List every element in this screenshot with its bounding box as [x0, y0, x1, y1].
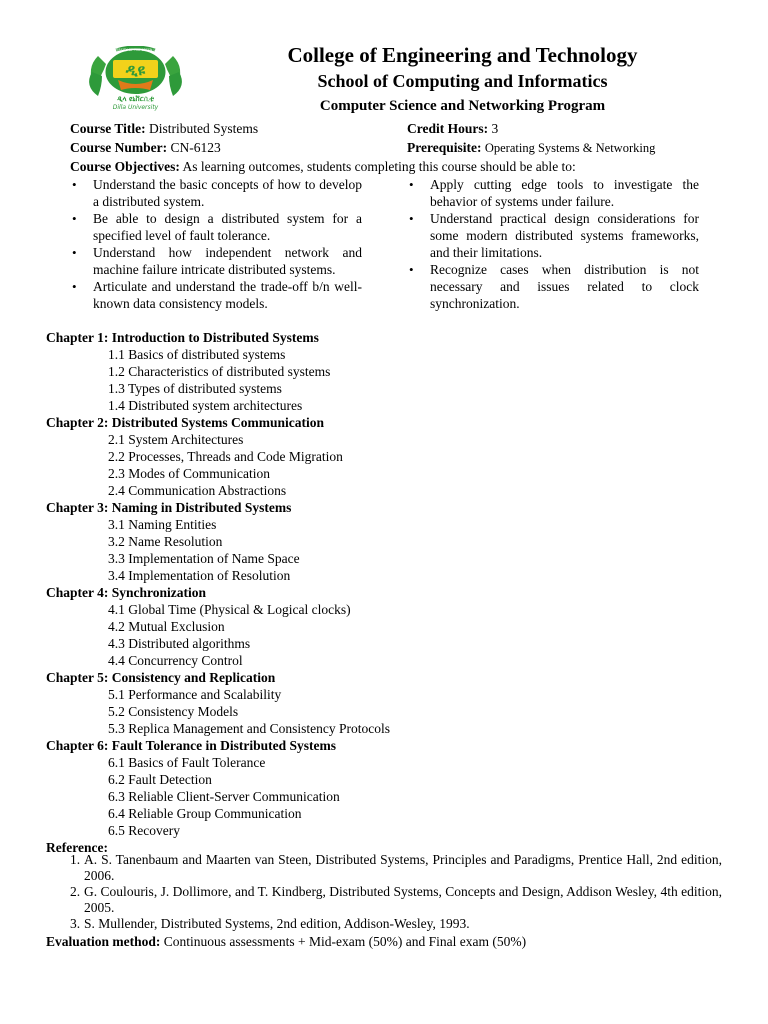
- reference-text: G. Coulouris, J. Dollimore, and T. Kindberg, Distributed Systems, Concepts and Design, Addison Wesley, 4th edition, 2005.: [84, 884, 722, 915]
- objective-item: • Apply cutting edge tools to investigate the behavior of systems under failure.: [407, 176, 699, 210]
- topic-item: 3.3 Implementation of Name Space: [108, 551, 300, 566]
- topic-item: 6.4 Reliable Group Communication: [108, 806, 302, 821]
- reference-number: 2.: [70, 884, 81, 899]
- course-title-row: [70, 120, 258, 137]
- objective-item: • Recognize cases when distribution is not necessary and issues related to clock synchronization.: [407, 261, 699, 312]
- objectives-row: [70, 158, 576, 175]
- topic-item: 6.2 Fault Detection: [108, 772, 212, 787]
- reference-number: 1.: [70, 852, 81, 867]
- objective-item: • Understand practical design considerations for some modern distributed systems frameworks, and their limitations.: [407, 210, 699, 261]
- reference-item: [46, 884, 722, 916]
- school-heading: School of Computing and Informatics: [317, 71, 608, 91]
- topic-item: 1.1 Basics of distributed systems: [108, 347, 286, 362]
- university-logo: [84, 46, 187, 112]
- chapter-title: Chapter 1: Introduction to Distributed Systems: [46, 330, 319, 345]
- prerequisite-row: [407, 139, 655, 157]
- topic-item: 3.1 Naming Entities: [108, 517, 217, 532]
- course-number-value: CN-6123: [170, 140, 221, 155]
- course-title-value: Distributed Systems: [149, 121, 259, 136]
- reference-text: S. Mullender, Distributed Systems, 2nd edition, Addison-Wesley, 1993.: [84, 916, 470, 931]
- topic-item: 2.2 Processes, Threads and Code Migration: [108, 449, 343, 464]
- credit-hours-value: 3: [491, 121, 499, 136]
- topic-item: 3.2 Name Resolution: [108, 534, 223, 549]
- objectives-left-list: [70, 176, 362, 312]
- topic-item: 5.2 Consistency Models: [108, 704, 239, 719]
- chapter-title: Chapter 6: Fault Tolerance in Distributed Systems: [46, 738, 337, 753]
- program-heading: Computer Science and Networking Program: [319, 98, 606, 114]
- objective-item: • Understand how independent network and machine failure intricate distributed systems.: [70, 244, 362, 278]
- prerequisite-label: Prerequisite:: [407, 140, 482, 155]
- topic-item: 1.2 Characteristics of distributed systems: [108, 364, 331, 379]
- course-number-label: Course Number:: [70, 140, 168, 155]
- credit-hours-label: Credit Hours:: [407, 121, 489, 136]
- reference-item: [46, 916, 722, 932]
- course-number-row: [70, 139, 221, 156]
- reference-number: 3.: [70, 916, 81, 931]
- topic-item: 5.3 Replica Management and Consistency Protocols: [108, 721, 390, 736]
- objective-item: • Articulate and understand the trade-off b/n well-known data consistency models.: [70, 278, 362, 312]
- chapter-title: Chapter 4: Synchronization: [46, 585, 207, 600]
- topic-item: 6.5 Recovery: [108, 823, 180, 838]
- topic-item: 6.3 Reliable Client-Server Communication: [108, 789, 340, 804]
- objectives-right-list: [407, 176, 699, 312]
- logo-text-amharic: ዲላ ዩኒቨርሲቲ: [116, 95, 155, 103]
- reference-text: A. S. Tanenbaum and Maarten van Steen, Distributed Systems, Principles and Paradigms, Prentice Hall, 2nd edition, 2006.: [84, 852, 722, 883]
- chapter-title: Chapter 2: Distributed Systems Communication: [46, 415, 325, 430]
- chapter-title: Chapter 3: Naming in Distributed Systems: [46, 500, 292, 515]
- credit-hours-row: [407, 120, 498, 137]
- topic-item: 3.4 Implementation of Resolution: [108, 568, 291, 583]
- reference-list: [46, 852, 722, 932]
- objective-item: • Be able to design a distributed system for a specified level of fault tolerance.: [70, 210, 362, 244]
- topic-item: 4.4 Concurrency Control: [108, 653, 243, 668]
- topic-item: 6.1 Basics of Fault Tolerance: [108, 755, 266, 770]
- topic-item: 4.3 Distributed algorithms: [108, 636, 251, 651]
- logo-text-english: Dilla University: [112, 104, 159, 111]
- chapter-list: [46, 329, 726, 856]
- college-heading: College of Engineering and Technology: [287, 43, 638, 67]
- course-title-label: Course Title:: [70, 121, 146, 136]
- chapter-title: Chapter 5: Consistency and Replication: [46, 670, 276, 685]
- topic-item: 2.1 System Architectures: [108, 432, 244, 447]
- prerequisite-value: Operating Systems & Networking: [484, 141, 656, 155]
- objectives-intro: As learning outcomes, students completing this course should be able to:: [182, 159, 576, 174]
- topic-item: 1.4 Distributed system architectures: [108, 398, 303, 413]
- reference-item: [46, 852, 722, 884]
- evaluation-value: Continuous assessments + Mid-exam (50%) and Final exam (50%): [163, 934, 527, 949]
- evaluation-label: Evaluation method:: [46, 934, 161, 949]
- topic-item: 1.3 Types of distributed systems: [108, 381, 282, 396]
- logo-text-top: UNIVERSITY OF THE GREEN LAND: [108, 48, 163, 52]
- svg-text:ዲዩ: ዲዩ: [125, 61, 146, 79]
- objectives-label: Course Objectives:: [70, 159, 180, 174]
- evaluation-row: [46, 933, 526, 950]
- reference-label: Reference:: [46, 840, 108, 855]
- topic-item: 5.1 Performance and Scalability: [108, 687, 282, 702]
- topic-item: 2.3 Modes of Communication: [108, 466, 270, 481]
- topic-item: 4.2 Mutual Exclusion: [108, 619, 225, 634]
- objective-item: • Understand the basic concepts of how to develop a distributed system.: [70, 176, 362, 210]
- topic-item: 2.4 Communication Abstractions: [108, 483, 287, 498]
- topic-item: 4.1 Global Time (Physical & Logical clocks): [108, 602, 351, 617]
